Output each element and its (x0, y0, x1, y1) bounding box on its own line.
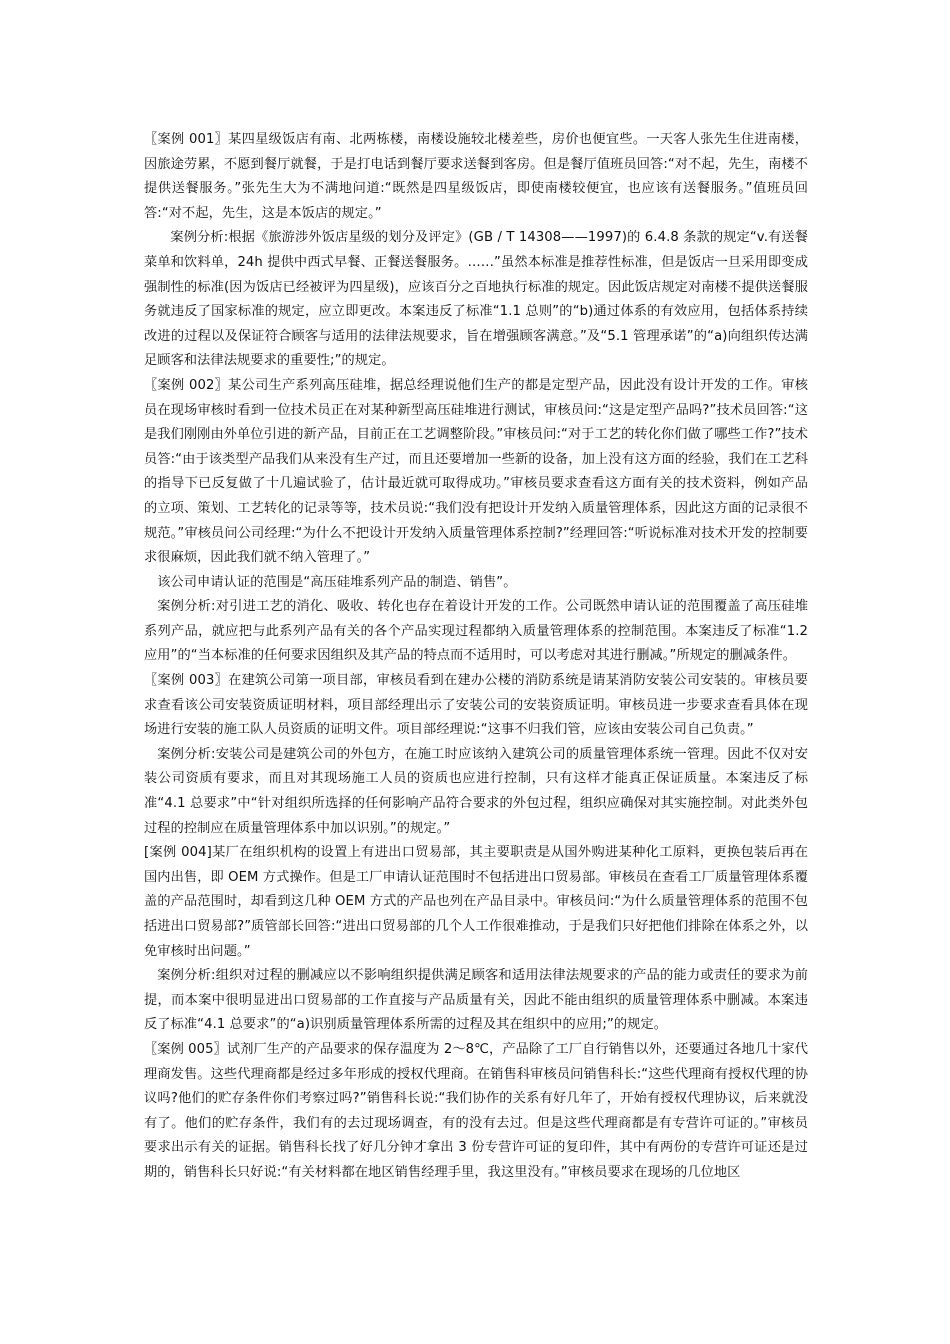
case-002-scope-paragraph: 该公司申请认证的范围是“高压硅堆系列产品的制造、销售”。 (157, 574, 517, 590)
case-004-analysis-paragraph: 案例分析:组织对过程的删减应以不影响组织提供满足顾客和适用法律法规要求的产品的能力或责任的要求为前提，而本案中很明显进出口贸易部的工作直接与产品质量有关，因此不能由组织的质量管理体系中删减。本案违反了标准“4.1 总要求”的“a)识别质量管理体系所需的过程及其在组织中的应用;”的规定。 (144, 968, 808, 1033)
document-page (144, 128, 808, 1186)
case-005-paragraph: 〖案例 005〗试剂厂生产的产品要求的保存温度为 2～8℃，产品除了工厂自行销售以外，还要通过各地几十家代理商发售。这些代理商都是经过多年形成的授权代理商。在销售科审核员问销售科长:“这些代理商有授权代理的协议吗?他们的贮存条件你们考察过吗?”销售科长说:“我们协作的关系有好几年了，开始有授权代理协议，后来就没有了。他们的贮存条件，我们有的去过现场调查，有的没有去过。但是这些代理商都是有专营许可证的。”审核员要求出示有关的证据。销售科长找了好几分钟才拿出 3 份专营许可证的复印件，其中有两份的专营许可证还是过期的，销售科长只好说:“有关材料都在地区销售经理手里，我这里没有。”审核员要求在现场的几位地区 (144, 1041, 808, 1180)
case-002-paragraph: 〖案例 002〗某公司生产系列高压硅堆，据总经理说他们生产的都是定型产品，因此没有设计开发的工作。审核员在现场审核时看到一位技术员正在对某种新型高压硅堆进行测试，审核员问:“这是定型产品吗?”技术员回答:“这是我们刚刚由外单位引进的新产品，目前正在工艺调整阶段。”审核员问:“对于工艺的转化你们做了哪些工作?”技术员答:“由于该类型产品我们从来没有生产过，而且还要增加一些新的设备，加上没有这方面的经验，我们在工艺科的指导下已反复做了十几遍试验了，估计最近就可取得成功。”审核员要求查看这方面有关的技术资料，例如产品的立项、策划、工艺转化的记录等等，技术员说:“我们没有把设计开发纳入质量管理体系，因此这方面的记录很不规范。”审核员问公司经理:“为什么不把设计开发纳入质量管理体系控制?”经理回答:“听说标准对技术开发的控制要求很麻烦，因此我们就不纳入管理了。” (144, 377, 808, 566)
case-001-paragraph: 〖案例 001〗某四星级饭店有南、北两栋楼，南楼设施较北楼差些，房价也便宜些。一天客人张先生住进南楼，因旅途劳累，不愿到餐厅就餐，于是打电话到餐厅要求送餐到客房。但是餐厅值班员回答:“对不起，先生，南楼不提供送餐服务。”张先生大为不满地问道:“既然是四星级饭店，即使南楼较便宜，也应该有送餐服务。”值班员回答:“对不起，先生，这是本饭店的规定。” (144, 132, 808, 221)
case-003-analysis-paragraph: 案例分析:安装公司是建筑公司的外包方，在施工时应该纳入建筑公司的质量管理体系统一管理。因此不仅对安装公司资质有要求，而且对其现场施工人员的资质也应进行控制，只有这样才能真正保证质量。本案违反了标准“4.1 总要求”中“针对组织所选择的任何影响产品符合要求的外包过程，组织应确保对其实施控制。对此类外包过程的控制应在质量管理体系中加以识别。”的规定。” (144, 746, 808, 836)
case-003-paragraph: 〖案例 003〗在建筑公司第一项目部，审核员看到在建办公楼的消防系统是请某消防安装公司安装的。审核员要求查看该公司安装资质证明材料，项目部经理出示了安装公司的安装资质证明。审核员进一步要求查看具体在现场进行安装的施工队人员资质的证明文件。项目部经理说:“这事不归我们管，应该由安装公司自己负责。” (144, 673, 808, 738)
case-001-analysis-paragraph: 案例分析:根据《旅游涉外饭店星级的划分及评定》(GB / T 14308——1997)的 6.4.8 条款的规定“v.有送餐菜单和饮料单，24h 提供中西式早餐、正餐送餐服务。……”虽然本标准是推荐性标准，但是饭店一旦采用即变成强制性的标准(因为饭店已经被评为四星级)，应该百分之百地执行标准的规定。因此饭店规定对南楼不提供送餐服务就违反了国家标准的规定，应立即更改。本案违反了标准“1.1 总则”的“b)通过体系的有效应用，包括体系持续改进的过程以及保证符合顾客与适用的法律法规要求，旨在增强顾客满意。”及“5.1 管理承诺”的“a)向组织传达满足顾客和法律法规要求的重要性;”的规定。 (144, 230, 808, 369)
case-002-analysis-paragraph: 案例分析:对引进工艺的消化、吸收、转化也存在着设计开发的工作。公司既然申请认证的范围覆盖了高压硅堆系列产品，就应把与此系列产品有关的各个产品实现过程都纳入质量管理体系的控制范围。本案违反了标准“1.2 应用”的“当本标准的任何要求因组织及其产品的特点而不适用时，可以考虑对其进行删减。”所规定的删减条件。 (144, 599, 808, 664)
case-004-paragraph: [案例 004]某厂在组织机构的设置上有进出口贸易部，其主要职责是从国外购进某种化工原料，更换包装后再在国内出售，即 OEM 方式操作。但是工厂申请认证范围时不包括进出口贸易部。审核员在查看工厂质量管理体系覆盖的产品范围时，却看到这几种 OEM 方式的产品也列在产品目录中。审核员问:“为什么质量管理体系的范围不包括进出口贸易部?”质管部长回答:“进出口贸易部的几个人工作很难推动，于是我们只好把他们排除在体系之外，以免审核时出问题。” (144, 845, 808, 959)
